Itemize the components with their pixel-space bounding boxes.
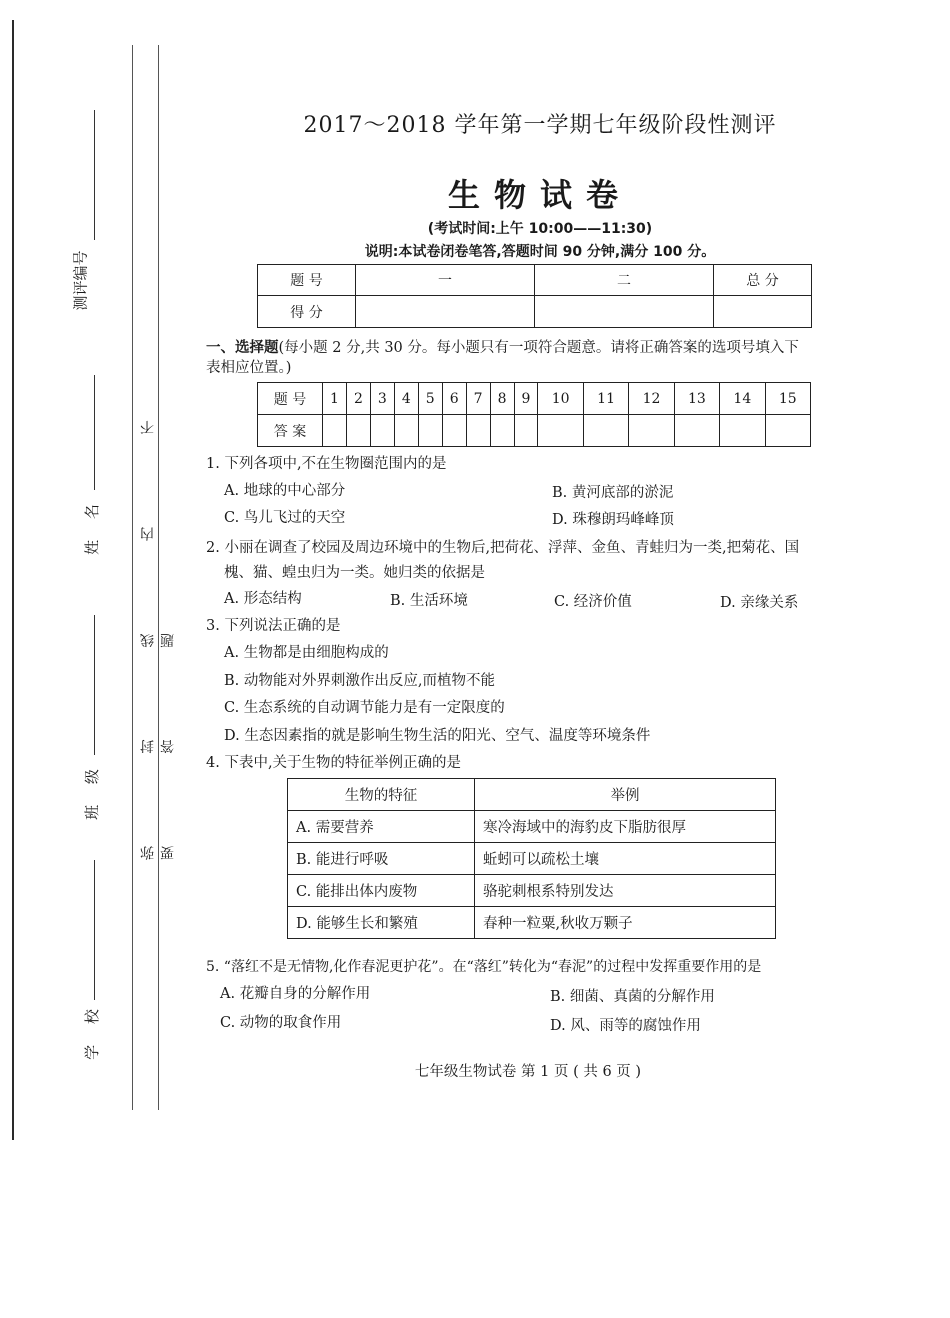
question-2-stem-line2: 槐、猫、蝗虫归为一类。她归类的依据是: [224, 565, 485, 581]
question-number: 9: [514, 383, 538, 415]
section-heading: [206, 336, 799, 357]
answer-cell[interactable]: [538, 415, 583, 447]
exam-time: (考试时间:上午 10:00——11:30): [427, 221, 653, 237]
answer-cell[interactable]: [490, 415, 514, 447]
question-2-option-b: B. 生活环境: [390, 593, 468, 609]
field-class-label: 班 级: [82, 761, 101, 820]
score-cell[interactable]: [714, 296, 812, 328]
question-5-option-a: A. 花瓣自身的分解作用: [220, 986, 371, 1002]
question-number: 1: [323, 383, 347, 415]
question-5-option-d: D. 风、雨等的腐蚀作用: [550, 1018, 701, 1034]
question-number: 3: [370, 383, 394, 415]
page-footer: 七年级生物试卷 第 1 页 ( 共 6 页 ): [414, 1064, 642, 1080]
example-cell: 骆驼刺根系特别发达: [475, 875, 776, 907]
answer-cell[interactable]: [346, 415, 370, 447]
question-number: 2: [346, 383, 370, 415]
score-table-header-part2: 二: [535, 265, 714, 296]
score-cell[interactable]: [535, 296, 714, 328]
question-4-table: [287, 778, 776, 939]
answer-table-header-label: 题 号: [258, 383, 323, 415]
score-table-header-label: 题 号: [258, 265, 356, 296]
field-id-label: 测评编号: [71, 250, 90, 311]
feature-cell: A. 需要营养: [288, 811, 475, 843]
field-name-blank[interactable]: [94, 375, 95, 490]
question-number: 14: [720, 383, 765, 415]
score-table-row-label: 得 分: [258, 296, 356, 328]
answer-cell[interactable]: [765, 415, 810, 447]
feature-header: 生物的特征: [288, 779, 475, 811]
question-number: 7: [466, 383, 490, 415]
answer-cell[interactable]: [442, 415, 466, 447]
question-5-option-b: B. 细菌、真菌的分解作用: [550, 989, 715, 1005]
question-4-stem: 4. 下表中,关于生物的特征举例正确的是: [206, 755, 462, 771]
feature-cell: C. 能排出体内废物: [288, 875, 475, 907]
question-number: 8: [490, 383, 514, 415]
section-heading-text: (每小题 2 分,共 30 分。每小题只有一项符合题意。请将正确答案的选项号填入下: [278, 340, 799, 356]
example-cell: 蚯蚓可以疏松土壤: [475, 843, 776, 875]
question-3-option-c: C. 生态系统的自动调节能力是有一定限度的: [224, 700, 505, 716]
field-name-label: 姓 名: [82, 496, 101, 555]
question-2-option-c: C. 经济价值: [554, 594, 632, 610]
answer-cell[interactable]: [466, 415, 490, 447]
answer-cell[interactable]: [720, 415, 765, 447]
question-3-option-b: B. 动物能对外界刺激作出反应,而植物不能: [224, 673, 495, 689]
answer-cell[interactable]: [583, 415, 628, 447]
question-2-stem: 2. 小丽在调查了校园及周边环境中的生物后,把荷花、浮萍、金鱼、青蛙归为一类,把菊花、国: [206, 540, 800, 556]
question-1-stem: 1. 下列各项中,不在生物圈范围内的是: [206, 456, 447, 472]
subject-title: 生物试卷: [447, 176, 632, 214]
exam-note: 说明:本试卷闭卷笔答,答题时间 90 分钟,满分 100 分。: [364, 244, 716, 260]
answer-cell[interactable]: [514, 415, 538, 447]
score-table-header-part1: 一: [356, 265, 535, 296]
answer-cell[interactable]: [629, 415, 674, 447]
example-cell: 春种一粒粟,秋收万颗子: [475, 907, 776, 939]
section-heading-bold: 一、选择题: [206, 340, 279, 356]
question-2-option-d: D. 亲缘关系: [720, 595, 799, 611]
example-header: 举例: [475, 779, 776, 811]
score-cell[interactable]: [356, 296, 535, 328]
answer-cell[interactable]: [674, 415, 719, 447]
question-3-option-a: A. 生物都是由细胞构成的: [224, 645, 389, 661]
section-heading-line2: 表相应位置。): [206, 360, 292, 376]
answer-cell[interactable]: [323, 415, 347, 447]
answer-table: [257, 382, 811, 447]
score-table-header-total: 总 分: [714, 265, 812, 296]
feature-cell: D. 能够生长和繁殖: [288, 907, 475, 939]
question-number: 6: [442, 383, 466, 415]
example-cell: 寒冷海域中的海豹皮下脂肪很厚: [475, 811, 776, 843]
score-table: [257, 264, 812, 328]
question-number: 11: [583, 383, 628, 415]
feature-cell: B. 能进行呼吸: [288, 843, 475, 875]
question-number: 5: [418, 383, 442, 415]
field-class-blank[interactable]: [94, 615, 95, 755]
answer-cell[interactable]: [418, 415, 442, 447]
answer-cell[interactable]: [394, 415, 418, 447]
question-1-option-a: A. 地球的中心部分: [224, 483, 346, 499]
question-1-option-c: C. 鸟儿飞过的天空: [224, 510, 346, 526]
seal-warning-text: 弥 封 线 内 不 要 答 题: [140, 376, 176, 860]
question-1-option-b: B. 黄河底部的淤泥: [552, 485, 674, 501]
exam-title: 2017～2018 学年第一学期七年级阶段性测评: [303, 113, 777, 138]
field-school-blank[interactable]: [94, 860, 95, 1000]
question-3-option-d: D. 生态因素指的就是影响生物生活的阳光、空气、温度等环境条件: [224, 728, 651, 744]
field-school-label: 学 校: [82, 1001, 101, 1060]
question-number: 15: [765, 383, 810, 415]
question-5-stem: 5. “落红不是无情物,化作春泥更护花”。在“落红”转化为“春泥”的过程中发挥重要作用的是: [206, 959, 762, 975]
answer-table-row-label: 答 案: [258, 415, 323, 447]
question-1-option-d: D. 珠穆朗玛峰峰顶: [552, 512, 674, 528]
answer-cell[interactable]: [370, 415, 394, 447]
question-number: 4: [394, 383, 418, 415]
question-number: 12: [629, 383, 674, 415]
question-2-option-a: A. 形态结构: [224, 591, 302, 607]
question-3-stem: 3. 下列说法正确的是: [206, 618, 341, 634]
question-5-option-c: C. 动物的取食作用: [220, 1015, 342, 1031]
question-number: 13: [674, 383, 719, 415]
question-number: 10: [538, 383, 583, 415]
